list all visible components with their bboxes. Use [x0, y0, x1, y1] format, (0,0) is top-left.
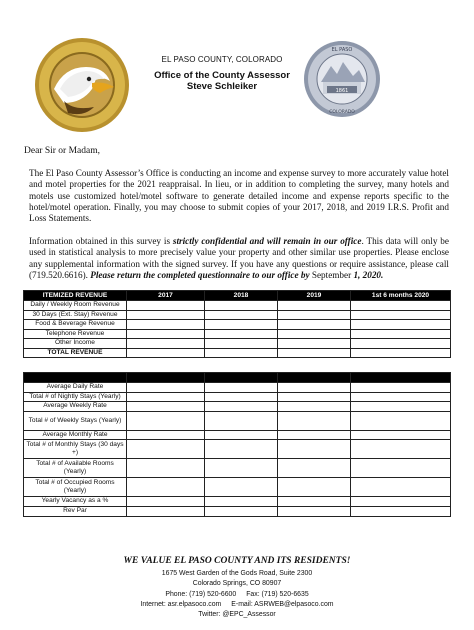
- table-row: [24, 339, 451, 349]
- input-cell[interactable]: [205, 392, 278, 402]
- revenue-table: [23, 290, 451, 358]
- input-cell[interactable]: [127, 506, 205, 516]
- input-cell[interactable]: [127, 339, 205, 349]
- input-cell[interactable]: [278, 402, 351, 412]
- footer-contact-web-line: [0, 600, 474, 610]
- input-cell[interactable]: [351, 497, 451, 507]
- input-cell[interactable]: [205, 339, 278, 349]
- svg-text:1861: 1861: [335, 88, 349, 94]
- letterhead: [138, 55, 306, 92]
- row-label: Total # of Nightly Stays (Yearly): [24, 392, 127, 402]
- table-row: [24, 411, 451, 430]
- col-header-blank: [24, 373, 127, 383]
- p2-text-c: . This data will only be used in statistical analysis to more precisely value your property and other similar use properties. Please enclose any supplemental information with the signed survey. If you have any questions or require assistance, please call (719.520.6616).: [29, 236, 449, 280]
- input-cell[interactable]: [278, 430, 351, 440]
- input-cell[interactable]: [127, 392, 205, 402]
- footer-twitter-link[interactable]: Twitter: @EPC_Assessor: [198, 611, 276, 619]
- col-header-2019: 2019: [278, 291, 351, 301]
- office-name: Office of the County Assessor: [154, 70, 290, 81]
- row-label: Other Income: [24, 339, 127, 349]
- input-cell[interactable]: [127, 440, 205, 459]
- col-header-2020: 1st 6 months 2020: [351, 291, 451, 301]
- input-cell[interactable]: [278, 339, 351, 349]
- row-label: Yearly Vacancy as a %: [24, 497, 127, 507]
- input-cell[interactable]: [205, 329, 278, 339]
- row-label: Average Daily Rate: [24, 383, 127, 393]
- input-cell[interactable]: [278, 348, 351, 358]
- input-cell[interactable]: [351, 348, 451, 358]
- eagle-seal-logo: [34, 37, 130, 133]
- input-cell[interactable]: [205, 430, 278, 440]
- footer-email-link[interactable]: E-mail: ASRWEB@elpasoco.com: [231, 600, 334, 608]
- input-cell[interactable]: [205, 348, 278, 358]
- table-row-total: [24, 348, 451, 358]
- p2-emphasis: strictly confidential and will remain in our office: [172, 236, 362, 246]
- table-row: [24, 430, 451, 440]
- input-cell[interactable]: [205, 301, 278, 311]
- input-cell[interactable]: [278, 383, 351, 393]
- input-cell[interactable]: [351, 430, 451, 440]
- svg-text:EL PASO: EL PASO: [331, 47, 353, 53]
- input-cell[interactable]: [351, 329, 451, 339]
- input-cell[interactable]: [205, 402, 278, 412]
- county-name: EL PASO COUNTY, COLORADO: [161, 55, 283, 64]
- footer-tagline: WE VALUE EL PASO COUNTY AND ITS RESIDENTS!: [123, 556, 351, 566]
- input-cell[interactable]: [127, 301, 205, 311]
- col-header-blank: [127, 373, 205, 383]
- table-row: [24, 392, 451, 402]
- row-label-total: TOTAL REVENUE: [24, 348, 127, 358]
- col-header-2017: 2017: [127, 291, 205, 301]
- revenue-table-header: [24, 291, 451, 301]
- footer-address-line2: Colorado Springs, CO 80907: [192, 580, 282, 588]
- input-cell[interactable]: [127, 497, 205, 507]
- county-seal-logo: [303, 40, 381, 118]
- footer-address-line1: 1675 West Garden of the Gods Road, Suite 2300: [161, 570, 313, 577]
- row-label: Total # of Occupied Rooms (Yearly): [24, 478, 127, 497]
- input-cell[interactable]: [351, 440, 451, 459]
- input-cell[interactable]: [127, 402, 205, 412]
- input-cell[interactable]: [127, 383, 205, 393]
- input-cell[interactable]: [351, 459, 451, 478]
- input-cell[interactable]: [278, 440, 351, 459]
- input-cell[interactable]: [351, 310, 451, 320]
- input-cell[interactable]: [278, 411, 351, 430]
- input-cell[interactable]: [351, 383, 451, 393]
- col-header-blank: [205, 373, 278, 383]
- input-cell[interactable]: [351, 392, 451, 402]
- input-cell[interactable]: [127, 320, 205, 330]
- input-cell[interactable]: [127, 411, 205, 430]
- input-cell[interactable]: [351, 402, 451, 412]
- input-cell[interactable]: [205, 383, 278, 393]
- input-cell[interactable]: [351, 339, 451, 349]
- table-row: [24, 497, 451, 507]
- input-cell[interactable]: [278, 478, 351, 497]
- input-cell[interactable]: [205, 310, 278, 320]
- p2-return-note: Please return the completed questionnaire to our office by: [90, 269, 310, 280]
- input-cell[interactable]: [351, 411, 451, 430]
- row-label: Daily / Weekly Room Revenue: [24, 301, 127, 311]
- input-cell[interactable]: [278, 497, 351, 507]
- table-row: [24, 329, 451, 339]
- input-cell[interactable]: [127, 459, 205, 478]
- row-label: 30 Days (Ext. Stay) Revenue: [24, 310, 127, 320]
- input-cell[interactable]: [127, 478, 205, 497]
- row-label: Total # of Weekly Stays (Yearly): [24, 411, 127, 430]
- row-label: Average Weekly Rate: [24, 402, 127, 412]
- input-cell[interactable]: [127, 348, 205, 358]
- row-label: Total # of Monthly Stays (30 days +): [24, 440, 127, 459]
- input-cell[interactable]: [351, 320, 451, 330]
- input-cell[interactable]: [205, 478, 278, 497]
- table-row: [24, 320, 451, 330]
- col-header-2018: 2018: [205, 291, 278, 301]
- input-cell[interactable]: [127, 329, 205, 339]
- p2-text-a: Information obtained in this survey is: [29, 236, 173, 246]
- col-header-item: ITEMIZED REVENUE: [24, 291, 127, 301]
- statistics-table-header: [24, 373, 451, 383]
- table-row: [24, 506, 451, 516]
- input-cell[interactable]: [278, 310, 351, 320]
- input-cell[interactable]: [278, 329, 351, 339]
- input-cell[interactable]: [205, 440, 278, 459]
- table-row: [24, 383, 451, 393]
- confidentiality-paragraph: [29, 236, 449, 281]
- input-cell[interactable]: [278, 392, 351, 402]
- table-row: [24, 440, 451, 459]
- table-row: [24, 478, 451, 497]
- table-row: [24, 310, 451, 320]
- row-label: Total # of Available Rooms (Yearly): [24, 459, 127, 478]
- col-header-blank: [278, 373, 351, 383]
- table-row: [24, 301, 451, 311]
- footer-contact-phone-line: [0, 590, 474, 600]
- greeting: Dear Sir or Madam,: [24, 146, 100, 156]
- input-cell[interactable]: [127, 430, 205, 440]
- input-cell[interactable]: [205, 497, 278, 507]
- row-label: Average Monthly Rate: [24, 430, 127, 440]
- row-label: Telephone Revenue: [24, 329, 127, 339]
- input-cell[interactable]: [278, 506, 351, 516]
- input-cell[interactable]: [205, 506, 278, 516]
- row-label: Food & Beverage Revenue: [24, 320, 127, 330]
- input-cell[interactable]: [205, 459, 278, 478]
- col-header-blank: [351, 373, 451, 383]
- input-cell[interactable]: [205, 320, 278, 330]
- input-cell[interactable]: [351, 478, 451, 497]
- row-label: Rev Par: [24, 506, 127, 516]
- footer: [0, 556, 474, 620]
- input-cell[interactable]: [278, 459, 351, 478]
- input-cell[interactable]: [278, 301, 351, 311]
- footer-website-link[interactable]: Internet: asr.elpasoco.com: [140, 600, 222, 608]
- assessor-name: Steve Schleiker: [186, 81, 258, 92]
- table-row: [24, 402, 451, 412]
- input-cell[interactable]: [127, 310, 205, 320]
- footer-fax: Fax: (719) 520-6635: [246, 590, 309, 598]
- input-cell[interactable]: [278, 320, 351, 330]
- table-row: [24, 459, 451, 478]
- input-cell[interactable]: [351, 301, 451, 311]
- p2-month: September: [309, 269, 354, 280]
- input-cell[interactable]: [351, 506, 451, 516]
- svg-text:COLORADO: COLORADO: [329, 110, 355, 115]
- intro-paragraph: The El Paso County Assessor’s Office is conducting an income and expense survey to more accurately value hotel and motel properties for the 2021 reappraisal. In lieu, or in addition to completing the survey, many hotels and motels use customized hotel/motel software to generate detailed income and expense reports specific to the hotel/motel operation. Finally, you may choose to submit copies of your 2017, 2018, and 2019 I.R.S. Profit and Loss Statements.: [29, 168, 449, 224]
- statistics-table: [23, 372, 451, 517]
- input-cell[interactable]: [205, 411, 278, 430]
- footer-phone: Phone: (719) 520-6600: [165, 590, 237, 598]
- p2-deadline: 1, 2020.: [353, 269, 384, 280]
